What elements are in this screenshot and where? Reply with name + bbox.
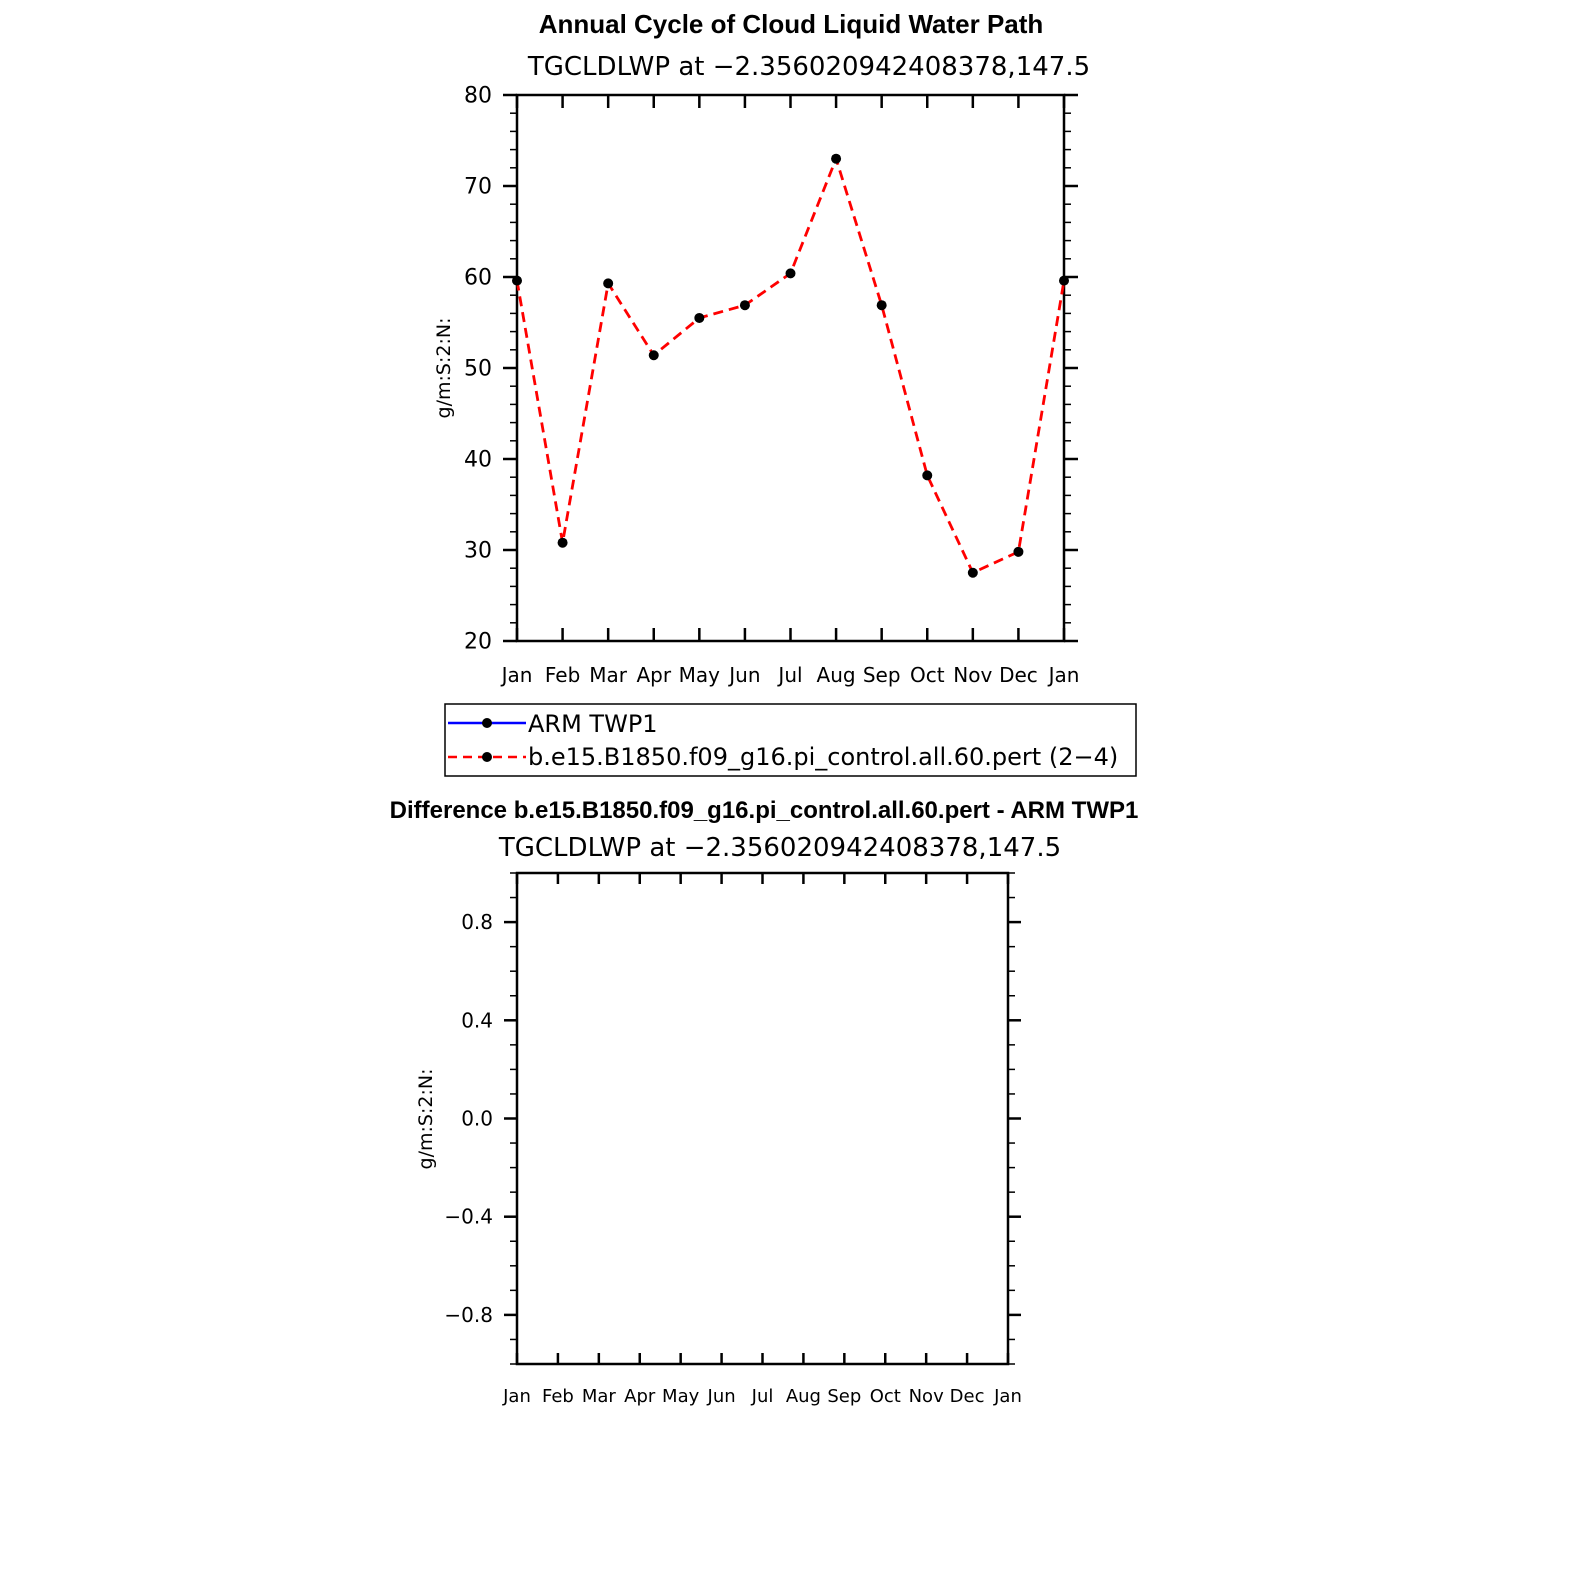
y-tick-label: 30 bbox=[464, 538, 492, 564]
chart2-frame bbox=[517, 873, 1008, 1364]
x-tick-label: Jun bbox=[707, 1386, 736, 1407]
x-tick-label: Feb bbox=[541, 1386, 574, 1407]
data-point bbox=[603, 278, 613, 288]
data-point bbox=[831, 154, 841, 164]
legend-arm-marker bbox=[482, 718, 492, 728]
series-line bbox=[517, 159, 1064, 573]
data-point bbox=[1059, 276, 1069, 286]
x-tick-label: Jul bbox=[778, 663, 803, 687]
chart1-ticks bbox=[503, 95, 1078, 641]
difference-chart bbox=[390, 797, 1139, 1407]
chart1-series bbox=[512, 154, 1069, 578]
chart1-subtitle: TGCLDLWP at −2.356020942408378,147.5 bbox=[527, 52, 1091, 82]
data-point bbox=[1013, 547, 1023, 557]
y-tick-label: 0.8 bbox=[461, 910, 493, 935]
data-point bbox=[740, 300, 750, 310]
x-tick-label: Oct bbox=[869, 1386, 901, 1407]
chart1-title: Annual Cycle of Cloud Liquid Water Path bbox=[538, 9, 1044, 39]
chart1-legend bbox=[445, 704, 1136, 776]
data-point bbox=[922, 470, 932, 480]
x-tick-label: May bbox=[662, 1386, 700, 1407]
x-tick-label: Sep bbox=[827, 1386, 862, 1407]
data-point bbox=[968, 568, 978, 578]
x-tick-label: Dec bbox=[999, 663, 1038, 687]
chart1-y-tick-labels bbox=[464, 84, 492, 655]
chart1-x-tick-labels bbox=[500, 663, 1080, 687]
chart2-subtitle: TGCLDLWP at −2.356020942408378,147.5 bbox=[498, 833, 1062, 863]
x-tick-label: Apr bbox=[624, 1386, 656, 1407]
chart2-x-tick-labels bbox=[502, 1386, 1022, 1407]
chart2-y-tick-labels bbox=[444, 910, 493, 1327]
x-tick-label: Apr bbox=[636, 663, 672, 687]
chart2-y-axis-label: g/m:S:2:N: bbox=[415, 1068, 437, 1170]
x-tick-label: Mar bbox=[589, 663, 628, 687]
legend-model-marker bbox=[482, 752, 492, 762]
y-tick-label: 40 bbox=[464, 447, 492, 473]
data-point bbox=[512, 276, 522, 286]
x-tick-label: Jun bbox=[729, 663, 761, 687]
chart2-ticks bbox=[504, 873, 1021, 1364]
x-tick-label: May bbox=[678, 663, 721, 687]
data-point bbox=[877, 300, 887, 310]
data-point bbox=[558, 538, 568, 548]
x-tick-label: Nov bbox=[908, 1386, 944, 1407]
x-tick-label: Dec bbox=[949, 1386, 985, 1407]
x-tick-label: Sep bbox=[862, 663, 901, 687]
x-tick-label: Jul bbox=[751, 1386, 774, 1407]
x-tick-label: Jan bbox=[994, 1386, 1022, 1407]
data-point bbox=[649, 350, 659, 360]
x-tick-label: Jan bbox=[501, 663, 533, 687]
y-tick-label: 0.4 bbox=[461, 1008, 493, 1033]
annual-cycle-chart bbox=[433, 9, 1090, 687]
y-tick-label: 50 bbox=[464, 356, 492, 382]
data-point bbox=[694, 313, 704, 323]
x-tick-label: Jan bbox=[1048, 663, 1080, 687]
x-tick-label: Aug bbox=[785, 1386, 821, 1407]
data-point bbox=[786, 268, 796, 278]
x-tick-label: Nov bbox=[953, 663, 993, 687]
x-tick-label: Jan bbox=[503, 1386, 531, 1407]
y-tick-label: 80 bbox=[464, 83, 492, 109]
y-tick-label: 20 bbox=[464, 629, 492, 655]
chart1-y-axis-label: g/m:S:2:N: bbox=[433, 317, 455, 419]
chart2-title: Difference b.e15.B1850.f09_g16.pi_control.all.60.pert - ARM TWP1 bbox=[389, 797, 1139, 824]
chart1-frame bbox=[517, 95, 1064, 641]
y-tick-label: 60 bbox=[464, 265, 492, 291]
x-tick-label: Aug bbox=[816, 663, 856, 687]
legend-label-arm: ARM TWP1 bbox=[528, 710, 658, 738]
y-tick-label: 0.0 bbox=[461, 1106, 493, 1131]
y-tick-label: −0.8 bbox=[444, 1302, 493, 1327]
x-tick-label: Oct bbox=[909, 663, 945, 687]
y-tick-label: 70 bbox=[464, 174, 492, 200]
x-tick-label: Feb bbox=[544, 663, 581, 687]
x-tick-label: Mar bbox=[581, 1386, 616, 1407]
y-tick-label: −0.4 bbox=[444, 1204, 493, 1229]
legend-label-model: b.e15.B1850.f09_g16.pi_control.all.60.pert (2−4) bbox=[528, 743, 1119, 771]
